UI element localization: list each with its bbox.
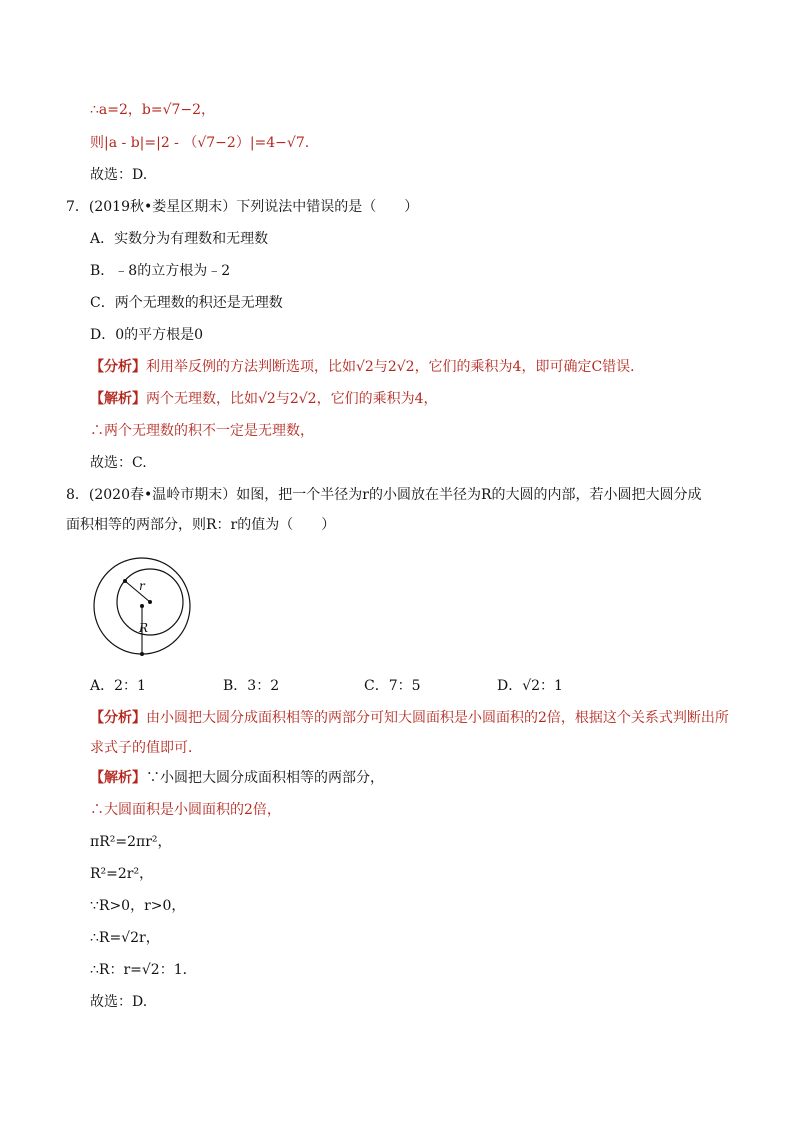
q8-option-c: C．7：5 xyxy=(364,678,421,694)
inner-edge-dot xyxy=(123,579,127,583)
q7-option-a: A．实数分为有理数和无理数 xyxy=(90,231,269,247)
q7-solution-text: 两个无理数，比如√2与2√2，它们的乘积为4， xyxy=(146,391,438,407)
q8-step-2: πR²=2πr²， xyxy=(90,834,172,850)
q7-solution xyxy=(90,389,437,409)
q8-option-a: A．2：1 xyxy=(90,678,146,694)
q8-answer: 故选：D. xyxy=(90,994,148,1010)
q8-solution-tag: 【解析】 xyxy=(90,770,146,786)
q7-stem: 7．(2019秋•娄星区期末）下列说法中错误的是（ ） xyxy=(66,199,419,215)
outer-center-dot xyxy=(140,604,144,608)
q7-option-c: C．两个无理数的积还是无理数 xyxy=(90,295,283,311)
q8-step-6: ∴R：r=√2：1． xyxy=(90,962,197,978)
q7-analysis-text: 利用举反例的方法判断选项，比如√2与2√2，它们的乘积为4，即可确定C错误． xyxy=(146,359,645,375)
q7-solution-tag: 【解析】 xyxy=(90,391,146,407)
prev-solution-line-1: ∴a=2，b=√7−2， xyxy=(90,102,216,118)
q7-option-b: B．﹣8的立方根为﹣2 xyxy=(90,263,231,279)
inner-center-dot xyxy=(148,600,152,604)
radius-r-line xyxy=(125,581,150,602)
q7-analysis xyxy=(90,357,644,377)
q8-solution-text: ∵小圆把大圆分成面积相等的两部分， xyxy=(146,770,384,786)
q8-option-d: D．√2：1 xyxy=(497,678,563,694)
q8-analysis-text: 由小圆把大圆分成面积相等的两部分可知大圆面积是小圆面积的2倍，根据这个关系式判断出所求式子的值即可． xyxy=(90,710,729,756)
q8-solution xyxy=(90,768,384,788)
q7-option-d: D．0的平方根是0 xyxy=(90,327,204,343)
prev-solution-line-2: 则|a - b|=|2 - （√7−2）|=4−√7. xyxy=(90,135,310,151)
q8-circle-figure xyxy=(88,550,200,662)
q8-step-1: ∴大圆面积是小圆面积的2倍， xyxy=(90,802,281,818)
q8-analysis xyxy=(90,703,730,763)
outer-edge-dot xyxy=(140,652,144,656)
label-R: R xyxy=(139,621,149,635)
prev-answer: 故选：D. xyxy=(90,167,148,183)
q8-option-b: B．3：2 xyxy=(223,678,280,694)
label-r: r xyxy=(139,579,145,593)
q7-conclusion: ∴两个无理数的积不一定是无理数， xyxy=(90,423,314,439)
q8-stem: 8．(2020春•温岭市期末）如图，把一个半径为r的小圆放在半径为R的大圆的内部，若小圆把大圆分成面积相等的两部分，则R：r的值为（ ） xyxy=(66,487,702,533)
q8-step-4: ∵R>0，r>0， xyxy=(90,898,186,914)
q7-analysis-tag: 【分析】 xyxy=(90,359,146,375)
q7-answer: 故选：C. xyxy=(90,455,147,471)
q8-step-5: ∴R=√2r， xyxy=(90,930,160,946)
q8-analysis-tag: 【分析】 xyxy=(90,710,146,726)
q8-step-3: R²=2r²， xyxy=(90,866,154,882)
